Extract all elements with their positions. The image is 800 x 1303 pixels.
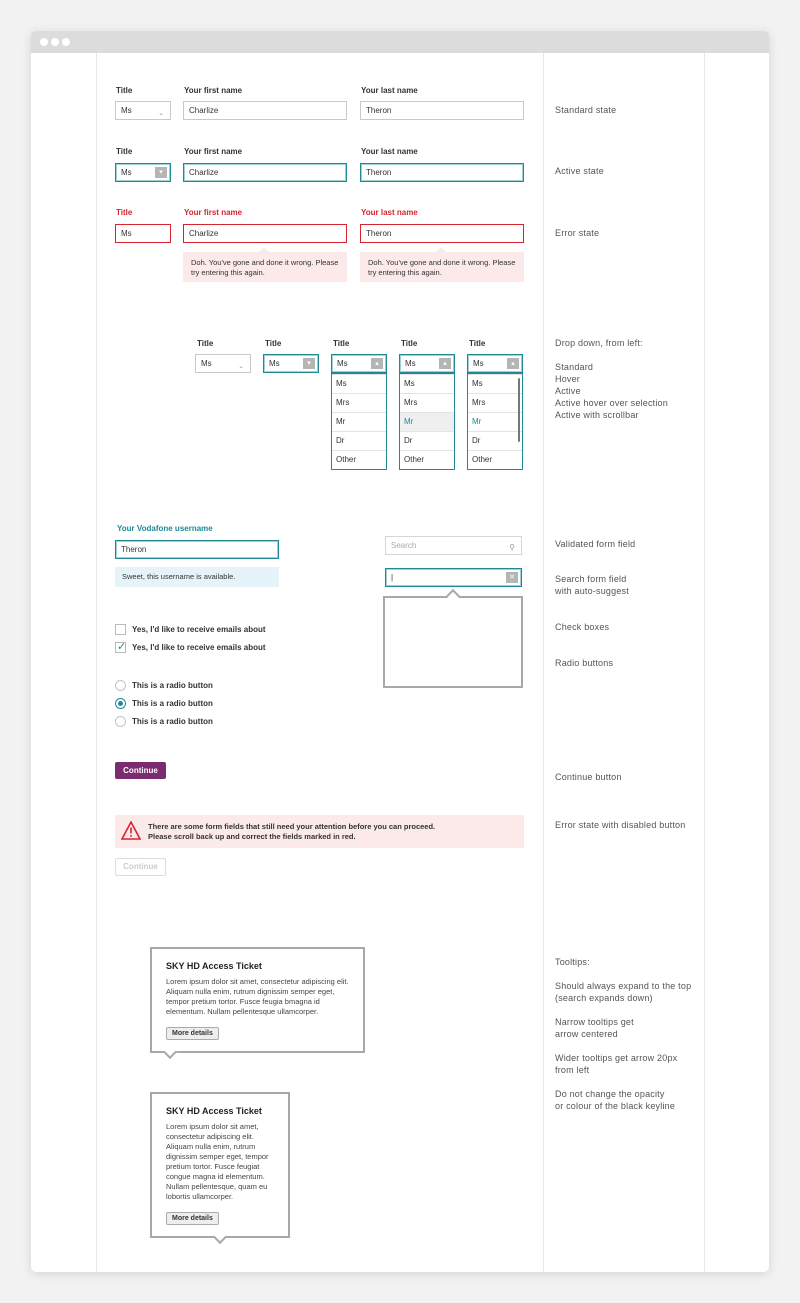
note-tip1: Should always expand to the top [555, 981, 692, 991]
last-name-label: Your last name [361, 86, 418, 95]
chevron-down-icon: ⌄ [238, 363, 244, 370]
radio-label: This is a radio button [132, 699, 213, 708]
column-divider [704, 53, 705, 1272]
window-dot-icon [40, 38, 48, 46]
note-dropdown-item: Active with scrollbar [555, 410, 639, 420]
more-details-button[interactable]: More details [166, 1027, 219, 1040]
dropdown-option[interactable]: Other [400, 450, 454, 469]
dropdown-active-hover[interactable] [399, 354, 455, 373]
note-tip4: Do not change the opacity [555, 1089, 665, 1099]
dropdown-option[interactable]: Mr [332, 412, 386, 431]
radio-label: This is a radio button [132, 717, 213, 726]
tooltip-narrow [150, 1092, 290, 1238]
tooltip-body: Lorem ipsum dolor sit amet, consectetur adipiscing elit. Aliquam nulla enim, rutrum dignissim semper eget, tempor pretium tortor. Fusce feugia bmagna id elementum. Nullam pellentesque ullamcorper. [166, 977, 349, 1016]
last-name-label: Your last name [361, 147, 418, 156]
chevron-up-icon: ▴ [371, 358, 383, 369]
dropdown-value: Ms [201, 359, 212, 368]
title-label-error: Title [116, 208, 133, 217]
search-suggestions-panel [383, 596, 523, 688]
dropdown-title-label: Title [197, 339, 214, 348]
page-error-banner [115, 815, 524, 848]
dropdown-active[interactable] [331, 354, 387, 373]
note-radios: Radio buttons [555, 658, 614, 668]
note-error-disabled: Error state with disabled button [555, 820, 686, 830]
chevron-down-icon: ▾ [303, 358, 315, 369]
title-label: Title [116, 147, 133, 156]
dropdown-value: Ms [269, 359, 280, 368]
note-active-state: Active state [555, 166, 604, 176]
note-dropdown-item: Hover [555, 374, 581, 384]
window-dot-icon [62, 38, 70, 46]
dropdown-option[interactable]: Other [468, 450, 522, 469]
title-select-error[interactable]: Ms [115, 224, 171, 243]
email-checkbox-unchecked[interactable] [115, 624, 126, 635]
tooltip-body: Lorem ipsum dolor sit amet, consectetur adipiscing elit. Aliquam nulla enim, rutrum dignissim semper eget, tempor pretium tortor. Fusce feugiat congue magna id elementum. Nullam pellentesque, quam eu lobortis ullamcorper. [166, 1122, 269, 1201]
tooltip-title: SKY HD Access Ticket [166, 1106, 262, 1116]
tooltip-wide [150, 947, 365, 1053]
dropdown-option[interactable]: Dr [332, 431, 386, 450]
window-dot-icon [51, 38, 59, 46]
continue-button[interactable]: Continue [115, 762, 166, 779]
first-name-label: Your first name [184, 86, 243, 95]
radio-button[interactable] [115, 716, 126, 727]
dropdown-value: Ms [337, 359, 348, 368]
checkbox-label: Yes, I'd like to receive emails about [132, 643, 266, 652]
chevron-down-icon: ▾ [155, 167, 167, 178]
last-name-error-message: Doh. You've gone and done it wrong. Please try entering this again. [360, 252, 524, 282]
title-value: Ms [121, 106, 132, 115]
first-name-label: Your first name [184, 147, 243, 156]
dropdown-option[interactable]: Dr [400, 431, 454, 450]
last-name-input-error[interactable]: Theron [360, 224, 524, 243]
dropdown-title-label: Title [469, 339, 486, 348]
note-tip3: from left [555, 1065, 590, 1075]
browser-window [31, 31, 769, 1272]
username-input[interactable]: Theron [115, 540, 279, 559]
note-tip4: or colour of the black keyline [555, 1101, 676, 1111]
note-tip3: Wider tooltips get arrow 20px [555, 1053, 678, 1063]
note-search-1: Search form field [555, 574, 627, 584]
column-divider [543, 53, 544, 1272]
search-cursor: | [391, 573, 394, 582]
dropdown-option[interactable]: Ms [332, 374, 386, 393]
window-titlebar [31, 31, 769, 53]
dropdown-hover[interactable] [263, 354, 319, 373]
title-select-active[interactable] [115, 163, 171, 182]
first-name-input-standard[interactable]: Charlize [183, 101, 347, 120]
checkbox-label: Yes, I'd like to receive emails about [132, 625, 266, 634]
dropdown-active-scroll[interactable] [467, 354, 523, 373]
note-tooltips: Tooltips: [555, 957, 590, 967]
dropdown-option[interactable]: Mrs [332, 393, 386, 412]
last-name-label-error: Your last name [361, 208, 418, 217]
first-name-error-message: Doh. You've gone and done it wrong. Please try entering this again. [183, 252, 347, 282]
search-placeholder: Search [391, 541, 417, 550]
first-name-input-active[interactable]: Charlize [183, 163, 347, 182]
dropdown-option[interactable]: Mrs [468, 393, 522, 412]
dropdown-option[interactable]: Dr [468, 431, 522, 450]
dropdown-list-active [331, 373, 387, 470]
dropdown-value: Ms [405, 359, 416, 368]
dropdown-value: Ms [473, 359, 484, 368]
dropdown-standard[interactable] [195, 354, 251, 373]
dropdown-title-label: Title [265, 339, 282, 348]
search-input-active[interactable] [385, 568, 522, 587]
more-details-button[interactable]: More details [166, 1212, 219, 1225]
check-icon: ✓ [117, 641, 127, 653]
note-dropdown-item: Active [555, 386, 581, 396]
note-standard-state: Standard state [555, 105, 617, 115]
dropdown-option-selected[interactable]: Mr [468, 412, 522, 431]
radio-button[interactable] [115, 680, 126, 691]
username-success-message: Sweet, this username is available. [115, 567, 279, 587]
note-dropdown-item: Standard [555, 362, 594, 372]
note-search-2: with auto-suggest [555, 586, 629, 596]
last-name-input-standard[interactable]: Theron [360, 101, 524, 120]
page-error-text-1: There are some form fields that still need your attention before you can proceed. [148, 822, 436, 831]
email-checkbox-checked[interactable] [115, 642, 126, 653]
dropdown-title-label: Title [333, 339, 350, 348]
dropdown-title-label: Title [401, 339, 418, 348]
note-continue: Continue button [555, 772, 622, 782]
note-validated: Validated form field [555, 539, 636, 549]
clear-icon[interactable]: ✕ [506, 572, 518, 583]
first-name-input-error[interactable]: Charlize [183, 224, 347, 243]
continue-button-disabled: Continue [115, 858, 166, 876]
dropdown-option-hovered[interactable]: Mr [400, 412, 454, 431]
dropdown-option[interactable]: Other [332, 450, 386, 469]
note-dropdown-title: Drop down, from left: [555, 338, 643, 348]
dropdown-option[interactable]: Mrs [400, 393, 454, 412]
column-divider [96, 53, 97, 1272]
search-icon[interactable]: ⚲ [509, 543, 515, 552]
dropdown-list-hover [399, 373, 455, 470]
note-tip2: arrow centered [555, 1029, 618, 1039]
title-label: Title [116, 86, 133, 95]
note-tip1: (search expands down) [555, 993, 653, 1003]
dropdown-option[interactable]: Ms [468, 374, 522, 393]
search-input[interactable] [385, 536, 522, 555]
radio-label: This is a radio button [132, 681, 213, 690]
note-dropdown-item: Active hover over selection [555, 398, 668, 408]
tooltip-title: SKY HD Access Ticket [166, 961, 262, 971]
page-error-text-2: Please scroll back up and correct the fields marked in red. [148, 832, 356, 841]
dropdown-scrollbar[interactable] [518, 378, 520, 442]
radio-dot [118, 701, 123, 706]
radio-button-selected[interactable] [115, 698, 126, 709]
username-label: Your Vodafone username [117, 524, 213, 533]
last-name-input-active[interactable]: Theron [360, 163, 524, 182]
first-name-label-error: Your first name [184, 208, 243, 217]
title-select-standard[interactable] [115, 101, 171, 120]
dropdown-option[interactable]: Ms [400, 374, 454, 393]
chevron-up-icon: ▴ [439, 358, 451, 369]
note-checkboxes: Check boxes [555, 622, 610, 632]
note-tip2: Narrow tooltips get [555, 1017, 634, 1027]
note-error-state: Error state [555, 228, 600, 238]
title-value: Ms [121, 168, 132, 177]
chevron-down-icon: ⌄ [158, 110, 164, 117]
warning-icon [121, 821, 141, 840]
chevron-up-icon: ▴ [507, 358, 519, 369]
dropdown-list-scroll [467, 373, 523, 470]
